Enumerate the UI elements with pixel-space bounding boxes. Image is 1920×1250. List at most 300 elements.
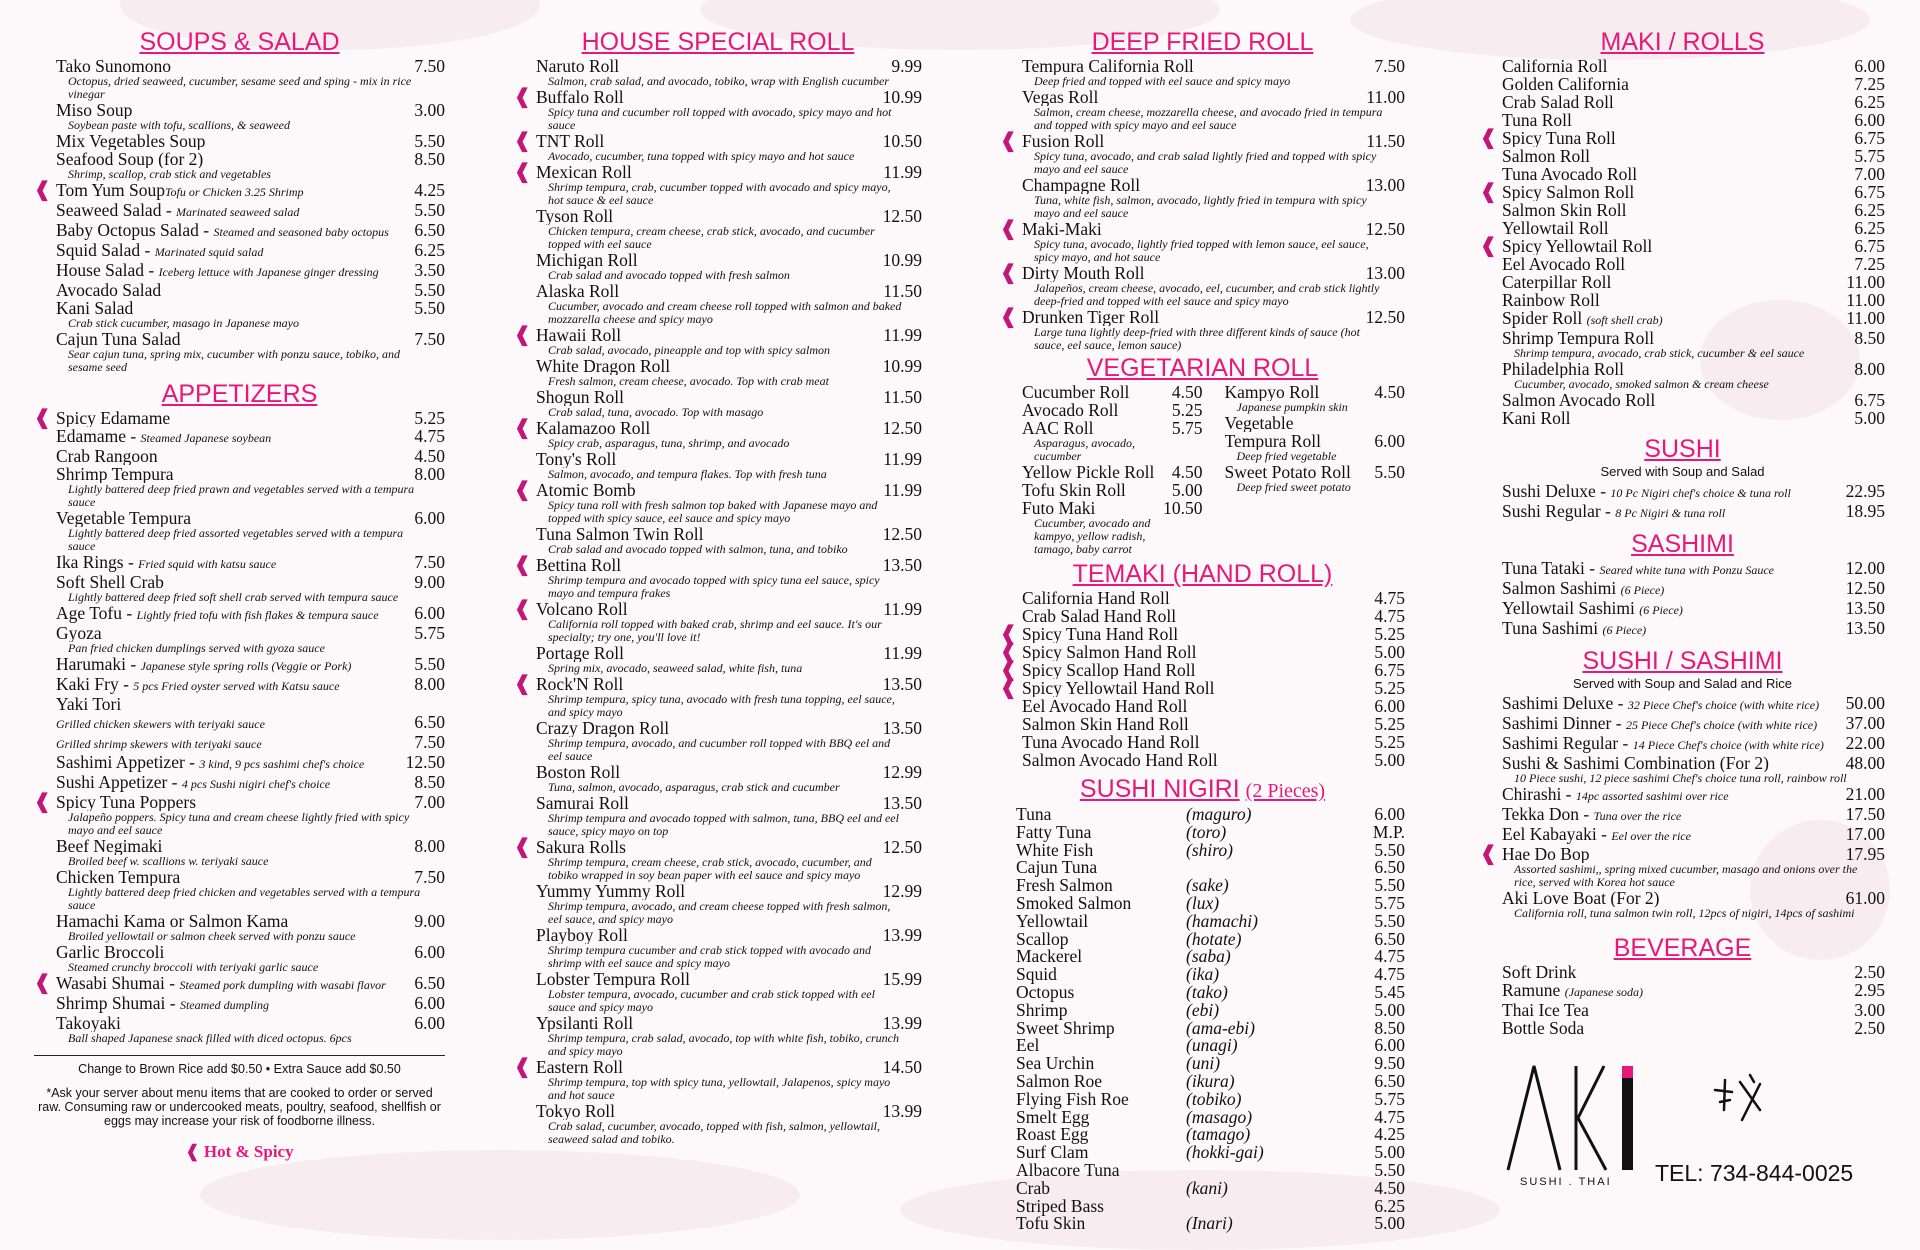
menu-item xyxy=(34,299,445,330)
item-name: Kani Salad xyxy=(56,299,134,317)
menu-item xyxy=(1480,714,1885,734)
menu-item xyxy=(1480,619,1885,639)
menu-item xyxy=(1480,165,1885,183)
menu-item xyxy=(514,282,922,326)
menu-item xyxy=(34,624,445,655)
item-price: 6.00 xyxy=(414,942,445,962)
menu-item xyxy=(34,101,445,132)
item-name: Baby Octopus Salad - xyxy=(56,221,214,240)
item-desc: Crab stick cucumber, masago in Japanese mayo xyxy=(68,316,299,330)
item-name: Tuna Tataki - xyxy=(1502,559,1600,578)
sashimi-title: SASHIMI xyxy=(1631,530,1734,558)
item-desc: Shrimp tempura cucumber and crab stick topped with avocado and shrimp with eel sauce and spicy mayo xyxy=(548,943,871,970)
nigiri-name: Tofu Skin xyxy=(1016,1213,1086,1234)
item-name: Tuna Avocado Hand Roll xyxy=(1022,733,1200,751)
menu-item xyxy=(514,326,922,357)
menu-item xyxy=(1000,625,1405,643)
item-inline-desc: Seared white tuna with Ponzu Sauce xyxy=(1599,563,1775,577)
item-price: 12.50 xyxy=(882,837,922,857)
item-price: 6.00 xyxy=(1374,431,1405,451)
nigiri-name: Crab xyxy=(1016,1177,1051,1198)
nigiri-title xyxy=(1000,775,1405,805)
item-name: Takoyaki xyxy=(56,1014,121,1032)
item-name: Caterpillar Roll xyxy=(1502,273,1612,291)
item-name: Eel Avocado Roll xyxy=(1502,255,1626,273)
item-price: 14.50 xyxy=(882,1057,922,1077)
menu-item xyxy=(514,970,922,1014)
pepper-icon: ❰ xyxy=(514,554,531,576)
item-inline-desc: 32 Piece Chef's choice (with white rice) xyxy=(1627,698,1820,712)
nigiri-pieces: (2 Pieces) xyxy=(1245,780,1326,802)
nigiri-japanese: (masago) xyxy=(1186,1106,1253,1127)
nigiri-name: Striped Bass xyxy=(1016,1195,1104,1216)
item-inline-desc: Marinated seaweed salad xyxy=(176,205,300,219)
item-price: 5.25 xyxy=(1171,400,1203,420)
nigiri-japanese: (hotate) xyxy=(1186,928,1242,949)
item-name-wrap xyxy=(1502,694,1840,714)
nigiri-name: Mackerel xyxy=(1016,946,1083,967)
item-name: Salmon Avocado Roll xyxy=(1502,391,1656,409)
item-inline-desc: Japanese style spring rolls (Veggie or Pork) xyxy=(140,659,352,673)
item-name: Beef Negimaki xyxy=(56,837,163,855)
menu-item xyxy=(1000,589,1405,607)
pepper-icon: ❰ xyxy=(514,130,531,152)
column-4 xyxy=(1480,26,1885,1037)
item-desc: Ball shaped Japanese snack filled with diced octopus. 6pcs xyxy=(68,1031,352,1045)
nigiri-price: 4.25 xyxy=(1374,1124,1405,1145)
item-name: Tokyo Roll xyxy=(536,1102,615,1120)
item-price: 4.50 xyxy=(414,446,445,466)
item-desc: Asparagus, avocado, cucumber xyxy=(1034,436,1135,463)
item-name: Shrimp Shumai - xyxy=(56,994,180,1013)
item-name-wrap xyxy=(56,553,408,573)
item-price: 12.00 xyxy=(1845,558,1885,578)
menu-item xyxy=(1480,559,1885,579)
menu-item xyxy=(1480,93,1885,111)
item-price: 7.25 xyxy=(1854,74,1885,94)
nigiri-price: 6.00 xyxy=(1374,1035,1405,1056)
column-1 xyxy=(34,26,445,1162)
item-name: Fusion Roll xyxy=(1022,132,1105,150)
item-name: Spicy Edamame xyxy=(56,409,171,427)
menu-item xyxy=(34,655,445,675)
menu-item xyxy=(1480,291,1885,309)
item-price: 4.75 xyxy=(1374,588,1405,608)
item-name: Kampyo Roll xyxy=(1224,383,1320,401)
nigiri-price: 6.50 xyxy=(1374,1070,1405,1091)
menu-item xyxy=(34,733,445,753)
menu-item xyxy=(514,600,922,644)
menu-item xyxy=(34,793,445,837)
item-price: 7.50 xyxy=(1374,56,1405,76)
pepper-icon: ❰ xyxy=(1000,218,1017,240)
item-price: 5.00 xyxy=(1854,408,1885,428)
menu-item xyxy=(1000,401,1203,419)
item-name: Champagne Roll xyxy=(1022,176,1141,194)
item-desc: Spicy tuna roll with fresh salmon top baked with Japanese mayo and topped with spicy sauce, eel sauce and spicy mayo xyxy=(548,498,878,525)
pepper-icon: ❰ xyxy=(514,673,531,695)
logo-tagline: SUSHI . THAI xyxy=(1520,1176,1612,1188)
item-name: Playboy Roll xyxy=(536,926,628,944)
item-name: Tuna Roll xyxy=(1502,111,1572,129)
item-name: Sashimi Regular - xyxy=(1502,734,1633,753)
item-name: Salmon Skin Roll xyxy=(1502,201,1627,219)
item-desc: Japanese pumpkin skin xyxy=(1236,400,1348,414)
item-desc: Shrimp tempura, crab, cucumber topped with avocado and spicy mayo, hot sauce & eel sauce xyxy=(548,180,891,207)
menu-item xyxy=(514,926,922,970)
maki-title: MAKI / ROLLS xyxy=(1600,28,1765,56)
item-inline-desc: 4 pcs Sushi nigiri chef's choice xyxy=(181,777,331,791)
item-name: Eastern Roll xyxy=(536,1058,623,1076)
item-price: 12.50 xyxy=(405,752,445,772)
item-price: 17.50 xyxy=(1845,804,1885,824)
item-name: Age Tofu - xyxy=(56,604,137,623)
item-price: 6.50 xyxy=(414,712,445,732)
item-price: 22.95 xyxy=(1845,481,1885,501)
menu-item xyxy=(34,150,445,181)
menu-item xyxy=(1000,499,1203,556)
item-name: Avocado Salad xyxy=(56,281,162,299)
pepper-icon: ❰ xyxy=(1000,659,1017,681)
item-price: 13.50 xyxy=(882,674,922,694)
item-name: Vegetable xyxy=(1224,414,1294,432)
menu-item xyxy=(1480,237,1885,255)
menu-item xyxy=(1480,825,1885,845)
menu-item xyxy=(34,261,445,281)
item-name: Tyson Roll xyxy=(536,207,614,225)
menu-item xyxy=(1000,132,1405,176)
item-inline-desc: (soft shell crab) xyxy=(1586,313,1663,327)
item-name: Soft Shell Crab xyxy=(56,573,164,591)
pepper-icon: ❰ xyxy=(1480,181,1497,203)
beverage-list xyxy=(1480,963,1885,1037)
pepper-icon: ❰ xyxy=(185,1142,200,1161)
menu-item xyxy=(34,573,445,604)
nigiri-row xyxy=(1000,999,1405,1020)
item-price: 4.25 xyxy=(414,180,445,200)
item-name: Gyoza xyxy=(56,624,102,642)
item-desc: Spicy crab, asparagus, tuna, shrimp, and avocado xyxy=(548,436,790,450)
menu-item xyxy=(34,753,445,773)
item-price: 5.50 xyxy=(414,654,445,674)
item-inline-desc: Iceberg lettuce with Japanese ginger dressing xyxy=(158,265,379,279)
item-price: 11.99 xyxy=(883,643,922,663)
nigiri-price: 5.50 xyxy=(1374,910,1405,931)
menu-item xyxy=(1000,679,1405,697)
item-inline-desc: Fried squid with katsu sauce xyxy=(138,557,277,571)
item-name: Tuna Sashimi xyxy=(1502,619,1603,638)
item-name: Thai Ice Tea xyxy=(1502,1001,1589,1019)
nigiri-name: Salmon Roe xyxy=(1016,1070,1103,1091)
item-inline-desc: (6 Piece) xyxy=(1602,623,1647,637)
menu-item xyxy=(514,163,922,207)
rice-note: Change to Brown Rice add $0.50 • Extra Sauce add $0.50 xyxy=(78,1062,401,1076)
menu-item xyxy=(514,388,922,419)
menu-item xyxy=(514,88,922,132)
nigiri-name: Smelt Egg xyxy=(1016,1106,1090,1127)
item-price: 11.50 xyxy=(883,281,922,301)
item-price: 6.00 xyxy=(1374,696,1405,716)
menu-item xyxy=(1000,88,1405,132)
item-name: Spicy Tuna Hand Roll xyxy=(1022,625,1179,643)
item-desc: Spring mix, avocado, seaweed salad, white fish, tuna xyxy=(548,661,803,675)
pepper-icon: ❰ xyxy=(34,407,51,429)
menu-item xyxy=(1000,481,1203,499)
item-price: 13.99 xyxy=(882,1013,922,1033)
menu-item xyxy=(1480,981,1885,1001)
menu-item xyxy=(1480,1001,1885,1019)
item-name: Garlic Broccoli xyxy=(56,943,165,961)
item-name: Tuna Avocado Roll xyxy=(1502,165,1638,183)
nigiri-title-text: SUSHI NIGIRI xyxy=(1079,775,1240,803)
item-name: Sushi Appetizer - xyxy=(56,773,182,792)
item-price: 13.00 xyxy=(1365,175,1405,195)
item-price: 11.50 xyxy=(883,387,922,407)
item-name: Tom Yum Soup xyxy=(56,181,165,200)
menu-item xyxy=(1480,889,1885,920)
phone-number[interactable]: TEL: 734-844-0025 xyxy=(1655,1160,1854,1186)
menu-item xyxy=(514,357,922,388)
item-name-wrap xyxy=(56,773,408,793)
item-price: 6.25 xyxy=(1854,218,1885,238)
menu-item xyxy=(1000,733,1405,751)
menu-item xyxy=(34,837,445,868)
item-name: Miso Soup xyxy=(56,101,133,119)
menu-item xyxy=(514,675,922,719)
item-name: Crab Salad Roll xyxy=(1502,93,1614,111)
item-desc: Tuna, white fish, salmon, avocado, lightly fried in tempura with spicy mayo and eel sauce xyxy=(1034,193,1367,220)
item-inline-desc: Tuna over the rice xyxy=(1593,809,1682,823)
item-price: 11.99 xyxy=(883,449,922,469)
column-3 xyxy=(1000,26,1405,1233)
legend-label: Hot & Spicy xyxy=(203,1142,294,1161)
item-name: Cucumber Roll xyxy=(1022,383,1130,401)
menu-item xyxy=(514,1102,922,1146)
menu-item xyxy=(1480,482,1885,502)
item-name: Seafood Soup (for 2) xyxy=(56,150,204,168)
item-price: 5.75 xyxy=(1854,146,1885,166)
item-price: 6.75 xyxy=(1374,660,1405,680)
item-price: 4.75 xyxy=(1374,606,1405,626)
item-name: Spicy Yellowtail Hand Roll xyxy=(1022,679,1215,697)
menu-item xyxy=(514,556,922,600)
item-price: 7.25 xyxy=(1854,254,1885,274)
menu-item xyxy=(1480,391,1885,409)
pepper-icon: ❰ xyxy=(1000,306,1017,328)
temaki-list xyxy=(1000,589,1405,769)
nigiri-price: M.P. xyxy=(1372,821,1405,842)
item-price: 8.50 xyxy=(414,772,445,792)
item-price: 7.00 xyxy=(1854,164,1885,184)
nigiri-price: 5.50 xyxy=(1374,875,1405,896)
item-name-wrap xyxy=(56,753,400,773)
item-desc: Lobster tempura, avocado, cucumber and crab stick topped with eel sauce and spicy mayo xyxy=(548,987,875,1014)
item-price: 6.00 xyxy=(1854,110,1885,130)
item-desc: Cucumber, avocado, smoked salmon & cream cheese xyxy=(1514,377,1769,391)
item-price: 13.99 xyxy=(882,925,922,945)
item-price: 11.99 xyxy=(883,162,922,182)
item-desc: Shrimp tempura, spicy tuna, avocado with fresh tuna topping, eel sauce, and spicy mayo xyxy=(548,692,895,719)
item-desc: Broiled beef w. scallions w. teriyaki sauce xyxy=(68,854,269,868)
item-desc: Tuna, salmon, avocado, asparagus, crab stick and cucumber xyxy=(548,780,840,794)
menu-item xyxy=(1480,129,1885,147)
item-name: Edamame - xyxy=(56,427,141,446)
nigiri-japanese: (tako) xyxy=(1186,981,1228,1002)
menu-item xyxy=(34,241,445,261)
nigiri-name: Shrimp xyxy=(1016,999,1068,1020)
item-name: House Salad - xyxy=(56,261,159,280)
item-name: Sashimi Dinner - xyxy=(1502,714,1626,733)
item-price: 5.50 xyxy=(414,131,445,151)
item-name: Hamachi Kama or Salmon Kama xyxy=(56,912,289,930)
item-price: 6.75 xyxy=(1854,390,1885,410)
item-inline-desc: 8 Pc Nigiri & tuna roll xyxy=(1615,506,1726,520)
item-price: 4.75 xyxy=(414,426,445,446)
item-price: 11.99 xyxy=(883,480,922,500)
item-desc: California roll, tuna salmon twin roll, 12pcs of nigiri, 14pcs of sashimi xyxy=(1514,906,1855,920)
nigiri-name: Surf Clam xyxy=(1016,1142,1089,1163)
pepper-icon: ❰ xyxy=(34,791,51,813)
combo-sub: Served with Soup and Salad and Rice xyxy=(1573,676,1792,691)
item-name: Tempura Roll xyxy=(1224,432,1321,450)
item-price: 3.50 xyxy=(414,260,445,280)
menu-item xyxy=(514,251,922,282)
item-name: Salmon Sashimi xyxy=(1502,579,1621,598)
nigiri-price: 9.50 xyxy=(1374,1053,1405,1074)
menu-item xyxy=(1480,785,1885,805)
nigiri-name: Eel xyxy=(1016,1035,1040,1056)
menu-item xyxy=(34,409,445,427)
menu-item xyxy=(514,794,922,838)
nigiri-row xyxy=(1000,1177,1405,1198)
menu-item xyxy=(34,553,445,573)
item-price: 17.95 xyxy=(1845,844,1885,864)
nigiri-japanese: (tobiko) xyxy=(1186,1088,1242,1109)
item-inline-desc: 10 Pc Nigiri chef's choice & tuna roll xyxy=(1610,486,1791,500)
item-price: 8.50 xyxy=(1854,328,1885,348)
nigiri-japanese: (shiro) xyxy=(1186,839,1233,860)
item-price: 12.50 xyxy=(882,418,922,438)
item-desc: Broiled yellowtail or salmon cheek served with ponzu sauce xyxy=(68,929,356,943)
item-inline-desc: 14 Piece Chef's choice (with white rice) xyxy=(1632,738,1824,752)
item-desc: Cucumber, avocado and cream cheese roll topped with salmon and baked mozzarella cheese and spicy mayo xyxy=(548,299,902,326)
item-desc: Spicy tuna and cucumber roll topped with avocado, spicy mayo and hot sauce xyxy=(548,105,892,132)
item-price: 6.25 xyxy=(414,240,445,260)
item-name-wrap xyxy=(1502,825,1840,845)
item-desc: California roll topped with baked crab, shrimp and eel sauce. It's our specialty; try one, you'll love it! xyxy=(548,617,882,644)
nigiri-name: Tuna xyxy=(1016,804,1052,824)
item-name: Buffalo Roll xyxy=(536,88,624,106)
item-inline-desc: (6 Piece) xyxy=(1620,583,1665,597)
item-desc: Salmon, avocado, and tempura flakes. Top with fresh tuna xyxy=(548,467,827,481)
menu-item xyxy=(1203,414,1406,432)
pepper-icon: ❰ xyxy=(514,417,531,439)
item-inline-desc: Steamed and seasoned baby octopus xyxy=(213,225,389,239)
item-name: Rainbow Roll xyxy=(1502,291,1600,309)
item-price: 7.50 xyxy=(414,56,445,76)
item-name: Salmon Skin Hand Roll xyxy=(1022,715,1189,733)
beverage-title: BEVERAGE xyxy=(1613,934,1752,962)
nigiri-price: 8.50 xyxy=(1374,1017,1405,1038)
menu-item xyxy=(34,1014,445,1045)
item-desc: Spicy tuna, avocado, lightly fried topped with lemon sauce, eel sauce, spicy mayo, and hot sauce xyxy=(1034,237,1369,264)
menu-item xyxy=(34,773,445,793)
item-name-wrap xyxy=(56,241,408,261)
item-name: Bottle Soda xyxy=(1502,1019,1585,1037)
item-name: TNT Roll xyxy=(536,132,605,150)
menu-item xyxy=(34,181,445,201)
item-price: 4.50 xyxy=(1171,462,1203,482)
item-desc: Shrimp tempura, top with spicy tuna, yellowtail, Jalapenos, spicy mayo and hot sauce xyxy=(548,1075,891,1102)
item-price: 6.00 xyxy=(414,993,445,1013)
nigiri-japanese: (tamago) xyxy=(1186,1124,1251,1145)
menu-item xyxy=(1480,409,1885,427)
item-desc: Large tuna lightly deep-fried with three different kinds of sauce (hot sauce, eel sauce, lemon sauce) xyxy=(1034,325,1360,352)
item-name: Sashimi Deluxe - xyxy=(1502,694,1628,713)
item-price: 12.99 xyxy=(882,881,922,901)
item-name-wrap xyxy=(1502,482,1840,502)
item-name-wrap xyxy=(1502,309,1840,329)
item-price: 4.50 xyxy=(1171,382,1203,402)
item-name: Lobster Tempura Roll xyxy=(536,970,690,988)
item-name-wrap xyxy=(1502,619,1840,639)
item-desc: Deep fried and topped with eel sauce and spicy mayo xyxy=(1034,74,1291,88)
item-name: Soft Drink xyxy=(1502,963,1577,981)
item-desc: Cucumber, avocado and kampyo, yellow radish, tamago, baby carrot xyxy=(1034,516,1151,556)
item-desc: Shrimp tempura, avocado, and cucumber roll topped with BBQ eel and eel sauce xyxy=(548,736,891,763)
menu-item xyxy=(514,132,922,163)
item-desc: Deep fried vegetable xyxy=(1236,449,1337,463)
item-price: 13.50 xyxy=(1845,598,1885,618)
pepper-icon: ❰ xyxy=(514,86,531,108)
item-price: 10.50 xyxy=(882,131,922,151)
menu-item xyxy=(34,281,445,299)
item-price: 10.50 xyxy=(1163,498,1203,518)
menu-item xyxy=(1480,57,1885,75)
nigiri-name: Smoked Salmon xyxy=(1016,892,1132,913)
menu-item xyxy=(34,465,445,509)
item-name: Chirashi - xyxy=(1502,785,1576,804)
nigiri-japanese: (unagi) xyxy=(1186,1035,1238,1056)
column-2 xyxy=(514,26,922,1146)
nigiri-japanese: (toro) xyxy=(1186,821,1227,842)
raw-warning: *Ask your server about menu items that are cooked to order or served raw. Consuming raw or undercooked meats, poultry, seafood, shellfish or eggs may increase your risk of foodborne illness. xyxy=(38,1086,441,1128)
nigiri-japanese: (hamachi) xyxy=(1186,910,1258,931)
menu-item xyxy=(1000,57,1405,88)
item-name-wrap xyxy=(56,427,408,447)
item-name-wrap xyxy=(56,994,408,1014)
menu-item xyxy=(34,221,445,241)
item-inline-desc: Lightly fried tofu with fish flakes & tempura sauce xyxy=(136,608,379,622)
item-name-wrap xyxy=(56,733,408,753)
item-price: 5.25 xyxy=(1374,732,1405,752)
calligraphy-icon xyxy=(1710,1070,1770,1130)
combo-list xyxy=(1480,694,1885,920)
house-title: HOUSE SPECIAL ROLL xyxy=(581,28,855,56)
menu-item xyxy=(1000,697,1405,715)
menu-item xyxy=(514,1014,922,1058)
item-price: 8.00 xyxy=(1854,359,1885,379)
item-name: Rock'N Roll xyxy=(536,675,624,693)
item-desc: Spicy tuna, avocado, and crab salad lightly fried and topped with spicy mayo and eel sauce xyxy=(1034,149,1377,176)
item-name: Salmon Roll xyxy=(1502,147,1590,165)
menu-item xyxy=(1480,201,1885,219)
item-price: 13.50 xyxy=(882,793,922,813)
pepper-icon: ❰ xyxy=(1000,623,1017,645)
item-name: Yellowtail Roll xyxy=(1502,219,1609,237)
menu-item xyxy=(514,207,922,251)
item-desc: Crab salad, avocado, pineapple and top with spicy salmon xyxy=(548,343,830,357)
